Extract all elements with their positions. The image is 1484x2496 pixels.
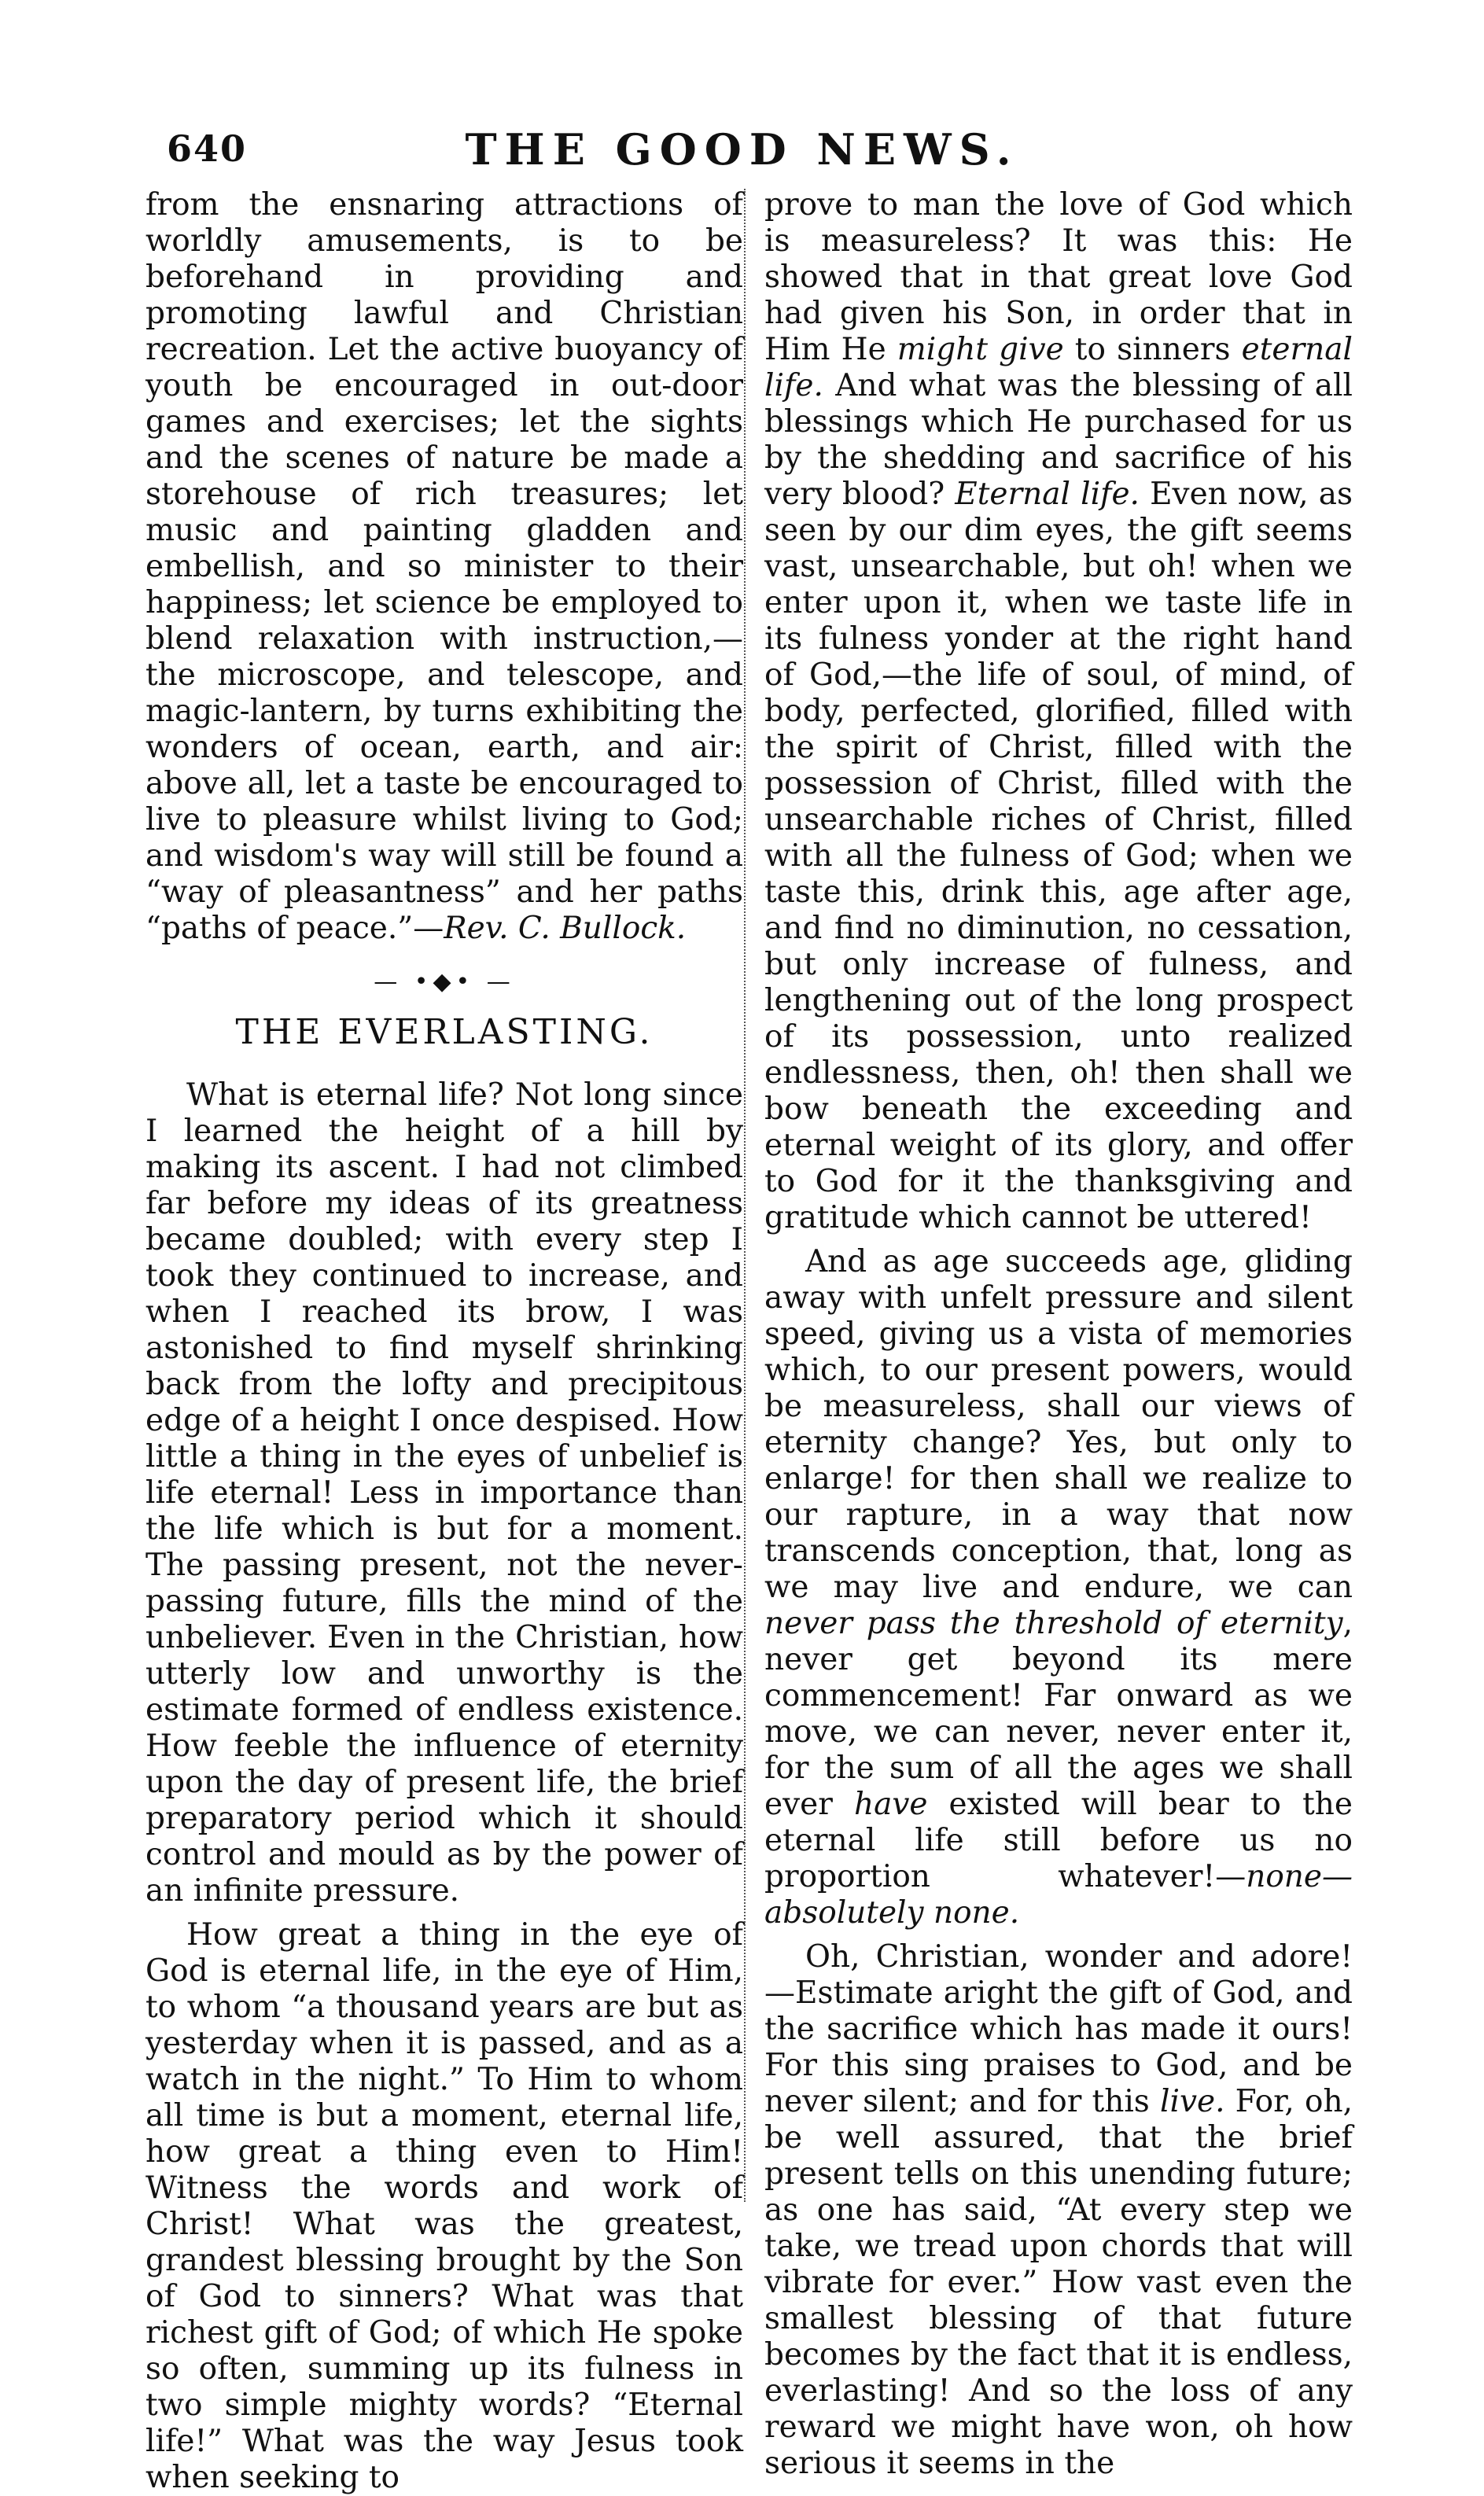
italic-run: Eternal life. [955, 477, 1140, 512]
page-header [0, 118, 1484, 173]
left-column [145, 187, 743, 2496]
italic-run: none—absolutely none. [764, 1859, 1353, 1931]
text-run: For, oh, be well assured, that the brief present tells on this unending future; as one has said, “At every step we take, we tread upon chords that will vibrate for ever.” How vast even the smallest blessing of that future becomes by the fact that it is endless, everlasting! And so the loss of any reward we might have won, oh how serious it seems in the [764, 2084, 1353, 2481]
text-run: Even now, as seen by our dim eyes, the gift seems vast, unsearchable, but oh! when we enter upon it, when we taste life in its fulness yonder at the right hand of God,—the life of soul, of mind, of body, perfected, glorified, filled with the spirit of Christ, filled with the possession of Christ, filled with the unsearchable riches of Christ, filled with all the fulness of God; when we taste this, drink this, age after age, and find no diminution, no cessation, but only increase of fulness, and lengthening out of the long prospect of its possession, unto realized endlessness, then, oh! then shall we bow beneath the exceeding and eternal weight of its glory, and offer to God for it the thanksgiving and gratitude which cannot be uttered! [764, 477, 1353, 1235]
left-paragraph-1-text: from the ensnaring attractions of worldly amusements, is to be beforehand in providing and promoting lawful and Christian recreation. Let the active buoyancy of youth be encouraged in out-door games and exercises; let the sights and the scenes of nature be made a storehouse of rich treasures; let music and painting gladden and embellish, and so minister to their happiness; let science be employed to blend relaxation with instruction,—the microscope, and telescope, and magic-lantern, by turns exhibiting the wonders of ocean, earth, and air: above all, let a taste be encouraged to live to pleasure whilst living to God; and wisdom's way will still be found a “way of pleasantness” and her paths “paths of peace.”— [145, 187, 743, 946]
right-paragraph-3 [764, 1939, 1353, 2482]
right-column [764, 187, 1353, 2482]
text-run: And as age succeeds age, gliding away with unfelt pressure and silent speed, giving us a vista of memories which, to our present powers, would be measureless, shall our views of eternity change? Yes, but only to enlarge! for then shall we realize to our rapture, in a way that now transcends conception, that, long as we may live and endure, we can [764, 1244, 1353, 1605]
right-paragraph-1 [764, 187, 1353, 1236]
running-title: THE GOOD NEWS. [465, 124, 1019, 175]
italic-run: have [853, 1787, 928, 1822]
left-paragraph-1 [145, 187, 743, 947]
left-paragraph-3: How great a thing in the eye of God is eternal life, in the eye of Him, to whom “a thousand years are but as yesterday when it is passed, and as a watch in the night.” To Him to whom all time is but a moment, eternal life, how great a thing even to Him! Witness the words and work of Christ! What was the greatest, grandest blessing brought by the Son of God to sinners? What was that richest gift of God; of which He spoke so often, summing up its fulness in two simple mighty words? “Eternal life!” What was the way Jesus took when seeking to [145, 1917, 743, 2495]
italic-run: eternal life. [764, 332, 1353, 403]
page-number: 640 [167, 127, 248, 170]
section-ornament: — •◆• — [374, 968, 515, 996]
attribution: Rev. C. Bullock. [444, 911, 687, 946]
section-title: THE EVERLASTING. [235, 1012, 654, 1052]
column-divider [744, 189, 746, 2202]
text-run: Oh, Christian, wonder and adore!—Estimate aright the gift of God, and the sacrifice which has made it ours! For this sing praises to God, and be never silent; and for this [764, 1939, 1353, 2119]
text-run: existed will bear to the eternal life still before us no proportion whatever!— [764, 1787, 1353, 1894]
text-run: And what was the blessing of all blessings which He purchased for us by the shedding and sacrifice of his very blood? [764, 368, 1353, 512]
left-paragraph-2: What is eternal life? Not long since I learned the height of a hill by making its ascent. I had not climbed far before my ideas of its greatness became doubled; with every step I took they continued to increase, and when I reached its brow, I was astonished to find myself shrinking back from the lofty and precipitous edge of a height I once despised. How little a thing in the eyes of unbelief is life eternal! Less in importance than the life which is but for a moment. The passing present, not the never-passing future, fills the mind of the unbeliever. Even in the Christian, how utterly low and unworthy is the estimate formed of endless existence. How feeble the influence of eternity upon the day of present life, the brief preparatory period which it should control and mould as by the power of an infinite pressure. [145, 1077, 743, 1909]
text-run: to sinners [1063, 332, 1242, 367]
text-run: prove to man the love of God which is measureless? It was this: He showed that in that great love God had given his Son, in order that in Him He [764, 187, 1353, 367]
italic-run: never pass the threshold of eternity [764, 1606, 1343, 1641]
italic-run: might give [897, 332, 1064, 367]
italic-run: live. [1160, 2084, 1225, 2119]
text-run: , never get beyond its mere commencement! Far onward as we move, we can never, never enter it, for the sum of all the ages we shall ever [764, 1606, 1353, 1822]
right-paragraph-2 [764, 1244, 1353, 1931]
